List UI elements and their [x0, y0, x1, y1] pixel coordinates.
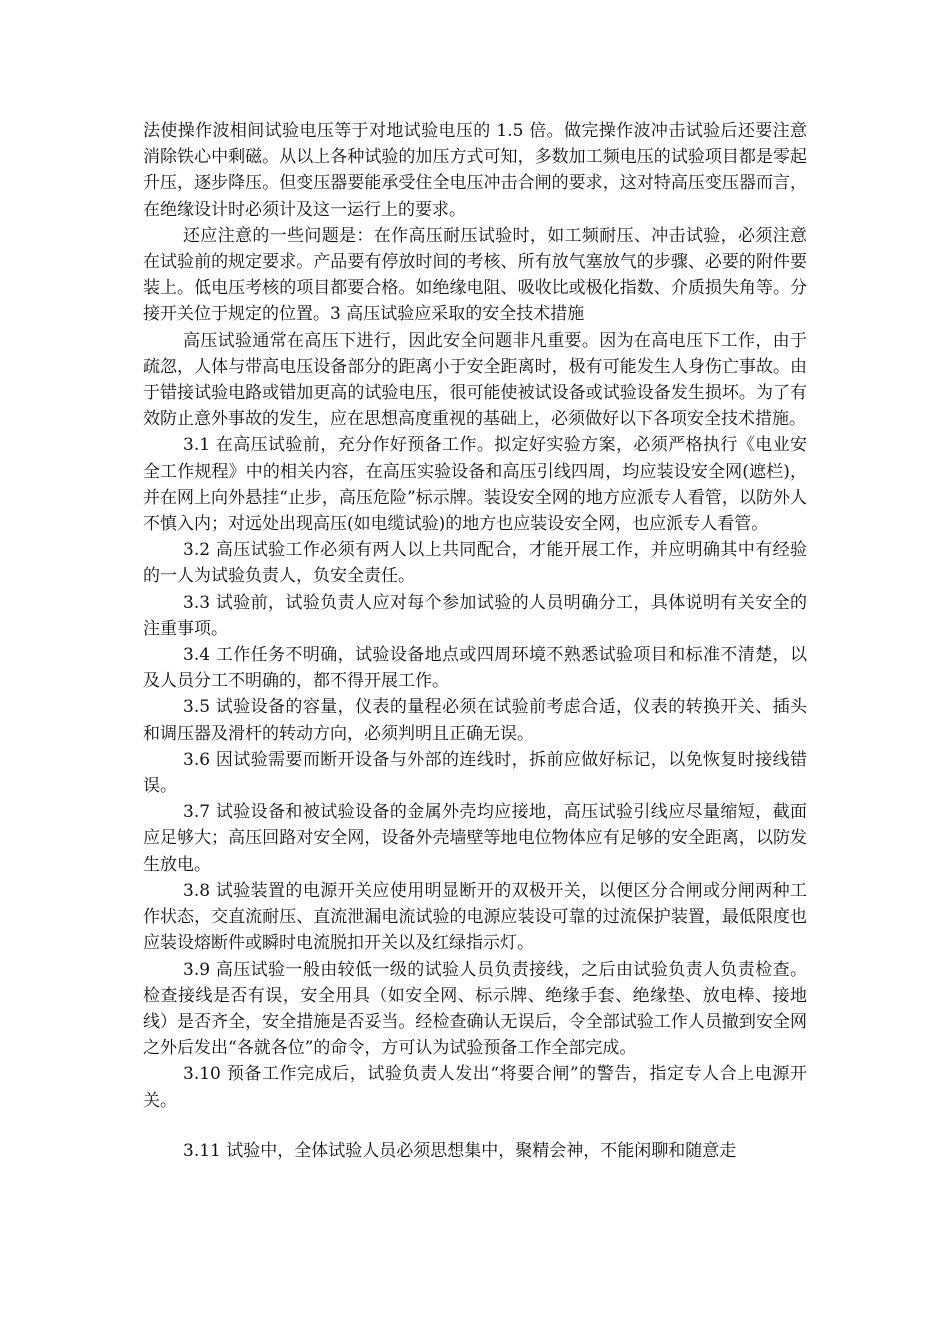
paragraph-3-8: 3.8 试验装置的电源开关应使用明显断开的双极开关，以便区分合闸或分闸两种工作状态，交直流耐压、直流泄漏电流试验的电源应装设可靠的过流保护装置，最低限度也应装设熔断件或瞬时电流脱扣开关以及红绿指示灯。 — [143, 880, 807, 954]
paragraph-notes: 还应注意的一些问题是：在作高压耐压试验时，如工频耐压、冲击试验，必须注意在试验前的规定要求。产品要有停放时间的考核、所有放气塞放气的步骤、必要的附件要装上。低电压考核的项目都要合格。如绝缘电阻、吸收比或极化指数、介质损失角等。分接开关位于规定的位置。3 高压试验应采取的安全技术措施 — [143, 225, 807, 325]
paragraph-3-6: 3.6 因试验需要而断开设备与外部的连线时，拆前应做好标记，以免恢复时接线错误。 — [143, 749, 807, 797]
paragraph-safety-intro: 高压试验通常在高压下进行，因此安全问题非凡重要。因为在高电压下工作，由于疏忽，人体与带高电压设备部分的距离小于安全距离时，极有可能发生人身伤亡事故。由于错接试验电路或错加更高的试验电压，很可能使被试设备或试验设备发生损坏。为了有效防止意外事故的发生，应在思想高度重视的基础上，必须做好以下各项安全技术措施。 — [143, 330, 807, 430]
paragraph-3-3: 3.3 试验前，试验负责人应对每个参加试验的人员明确分工，具体说明有关安全的注重事项。 — [143, 592, 807, 639]
paragraph-3-1: 3.1 在高压试验前，充分作好预备工作。拟定好实验方案，必须严格执行《电业安全工作规程》中的相关内容，在高压实验设备和高压引线四周，均应装设安全网(遮栏)，并在网上向外悬挂“止步，高压危险”标示牌。装设安全网的地方应派专人看管，以防外人不慎入内；对远处出现高压(如电缆试验)的地方也应装设安全网，也应派专人看管。 — [143, 435, 807, 535]
paragraph-3-10: 3.10 预备工作完成后，试验负责人发出“将要合闸”的警告，指定专人合上电源开关。 — [143, 1064, 807, 1111]
paragraph-3-5: 3.5 试验设备的容量，仪表的量程必须在试验前考虑合适，仪表的转换开关、插头和调压器及滑杆的转动方向，必须判明且正确无误。 — [143, 697, 807, 744]
paragraph-3-7: 3.7 试验设备和被试验设备的金属外壳均应接地，高压试验引线应尽量缩短，截面应足够大；高压回路对安全网，设备外壳墙壁等地电位物体应有足够的安全距离，以防发生放电。 — [143, 802, 807, 875]
paragraph-3-9: 3.9 高压试验一般由较低一级的试验人员负责接线，之后由试验负责人负责检查。检查接线是否有误，安全用具（如安全网、标示牌、绝缘手套、绝缘垫、放电棒、接地线）是否齐全，安全措施是否妥当。经检查确认无误后，令全部试验工作人员撤到安全网之外后发出“各就各位”的命令，方可认为试验预备工作全部完成。 — [143, 959, 807, 1059]
paragraph-3-2: 3.2 高压试验工作必须有两人以上共同配合，才能开展工作，并应明确其中有经验的一人为试验负责人，负安全责任。 — [143, 540, 807, 587]
paragraph-operating-wave: 法使操作波相间试验电压等于对地试验电压的 1.5 倍。做完操作波冲击试验后还要注意消除铁心中剩磁。从以上各种试验的加压方式可知，多数加工频电压的试验项目都是零起升压，逐步降压。但变压器要能承受住全电压冲击合闸的要求，这对特高压变压器而言，在绝缘设计时必须计及这一运行上的要求。 — [143, 121, 807, 220]
paragraph-3-4: 3.4 工作任务不明确，试验设备地点或四周环境不熟悉试验项目和标准不清楚，以及人员分工不明确的，都不得开展工作。 — [143, 645, 807, 692]
paragraph-3-11: 3.11 试验中，全体试验人员必须思想集中，聚精会神，不能闲聊和随意走 — [183, 1140, 737, 1161]
document-body — [143, 118, 807, 1164]
